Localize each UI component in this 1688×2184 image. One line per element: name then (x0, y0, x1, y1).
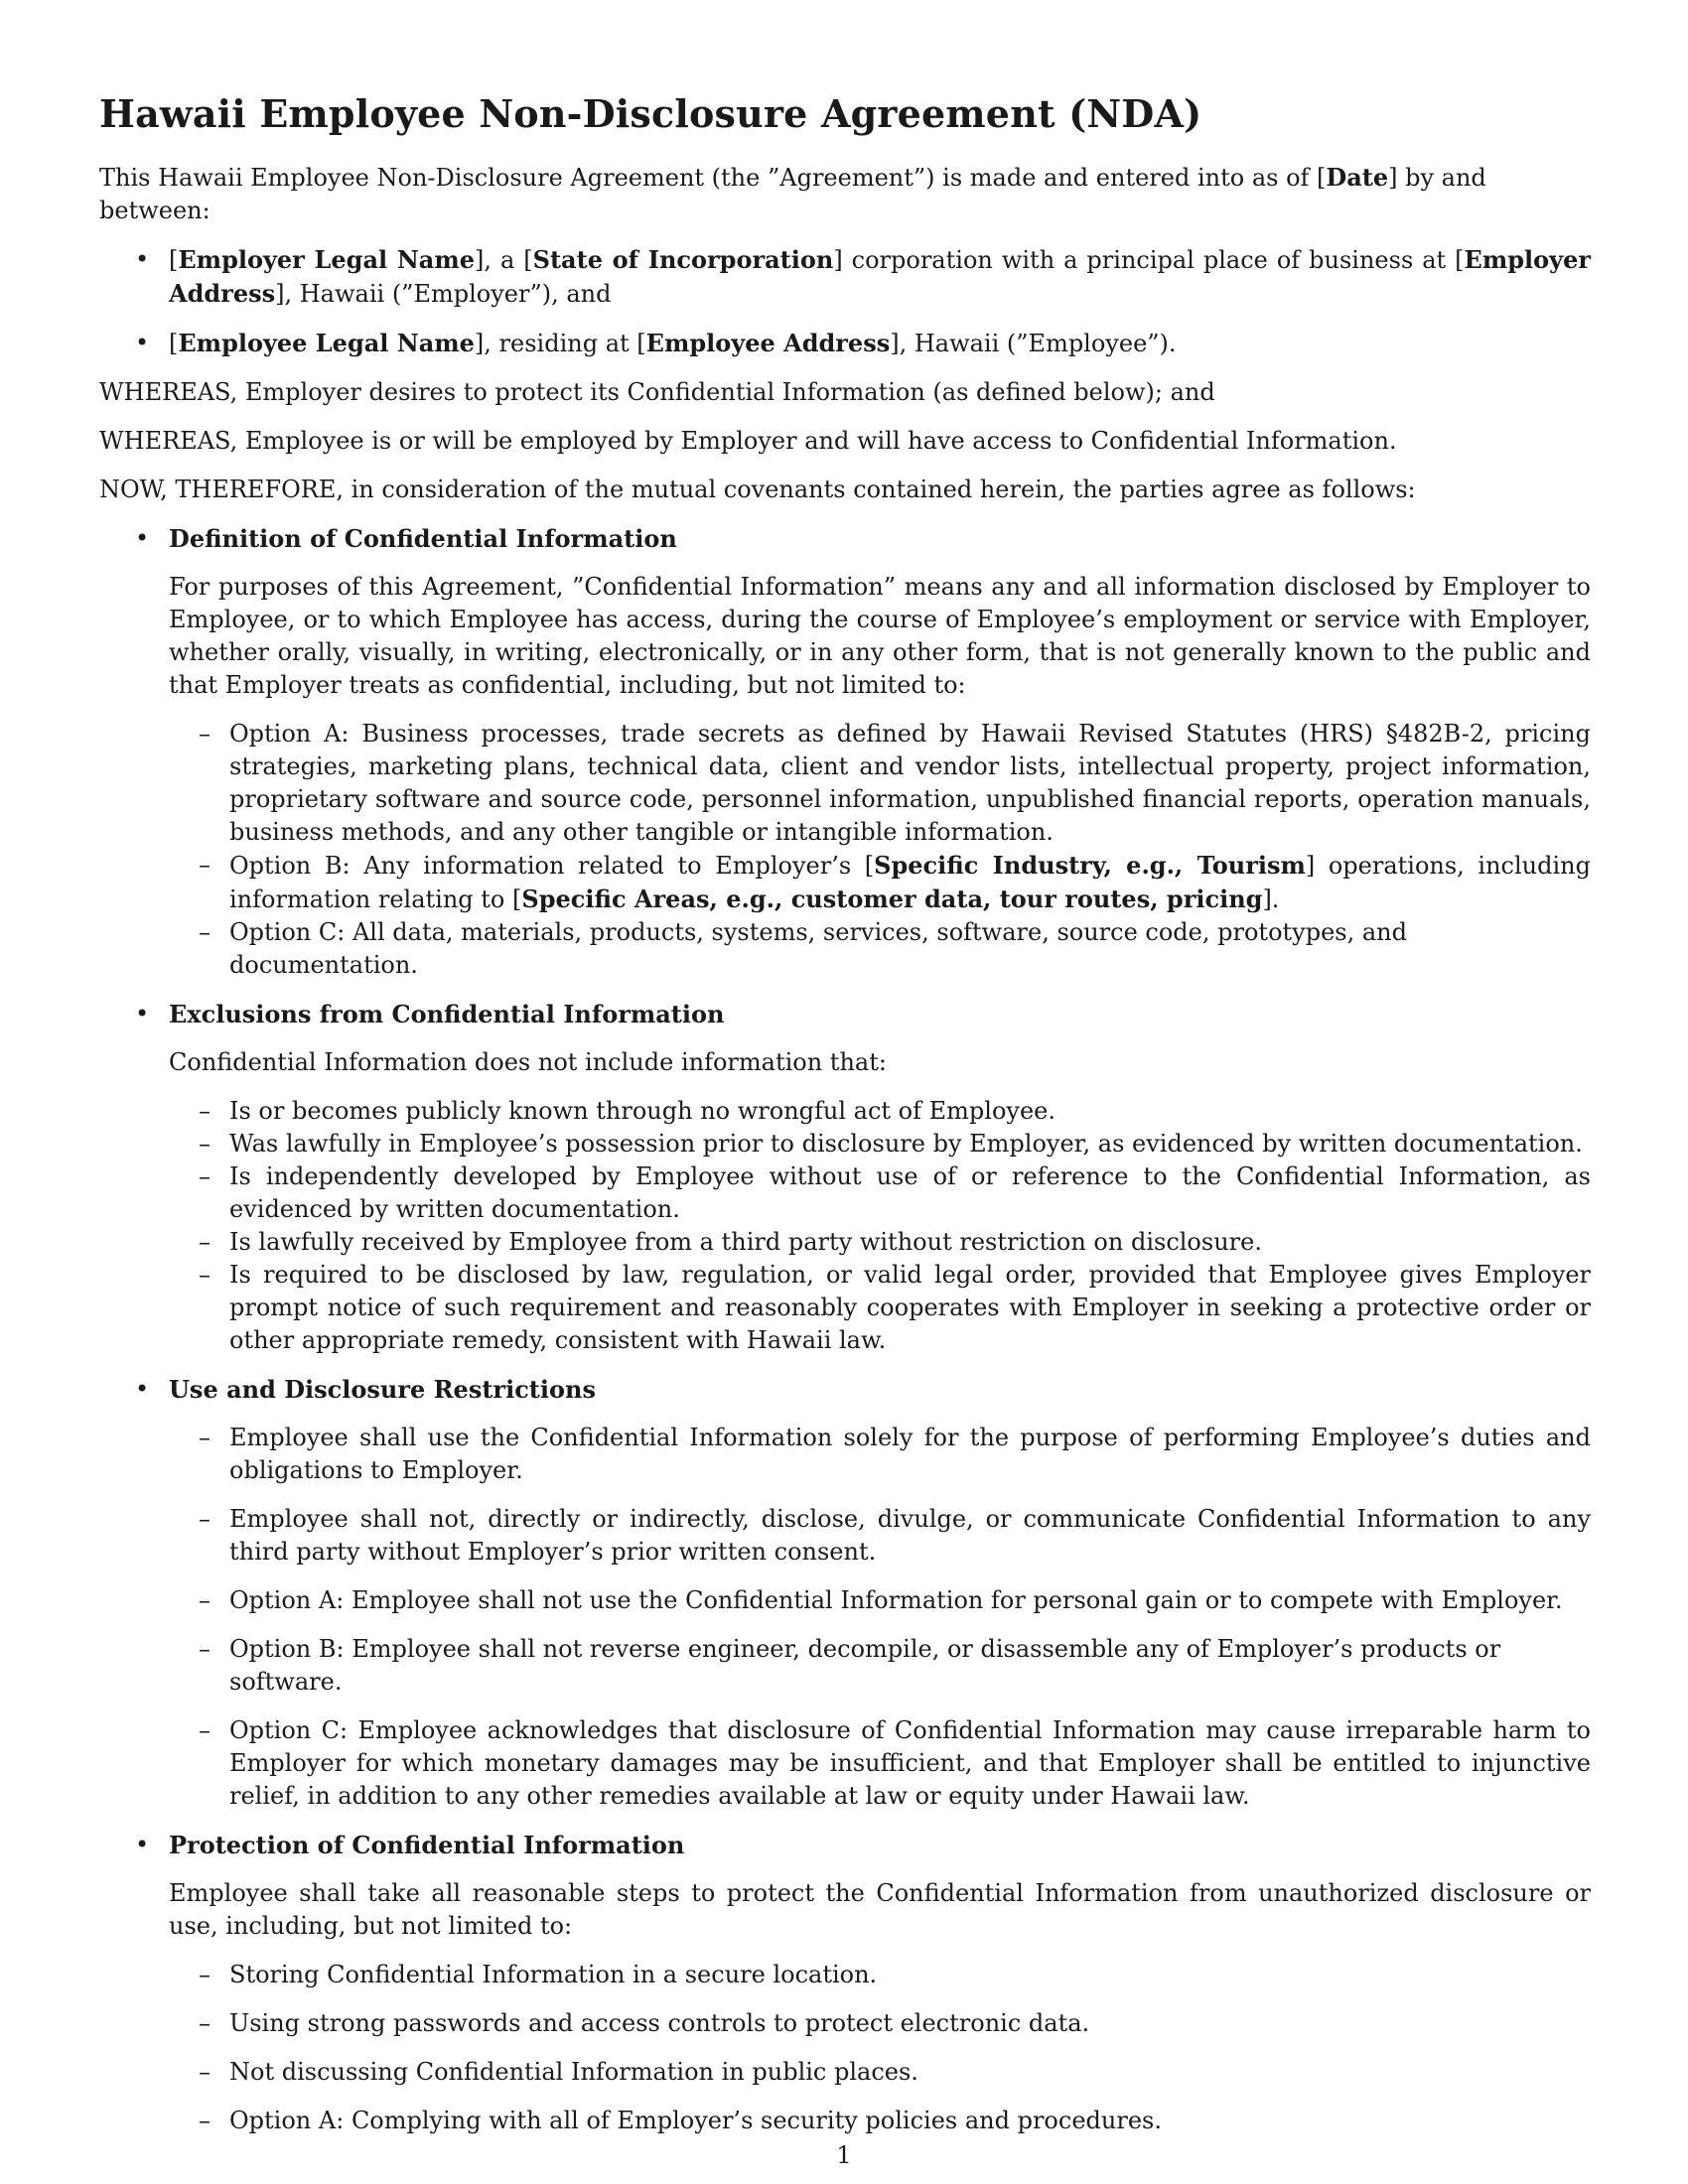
parties-list (99, 243, 1591, 360)
definition-options (169, 718, 1591, 982)
section-paragraph: Confidential Information does not include information that: (169, 1048, 887, 1076)
list-item: – Employee shall not, directly or indirectly, disclose, divulge, or communicate Confidential Information to any third party without Employer’s prior written consent. (199, 1505, 1591, 1566)
party-employer: • [Employer Legal Name], a [State of Incorporation] corporation with a principal place of business at [Employer Address], Hawaii (”Employer”), and (99, 243, 1591, 311)
page-number: 1 (836, 2141, 852, 2169)
bullet-icon: • (135, 524, 150, 552)
list-item: – Storing Confidential Information in a secure location. (199, 1961, 878, 1988)
exclusions-list (169, 1095, 1591, 1357)
list-item: – Option B: Employee shall not reverse engineer, decompile, or disassemble any of Employer’s products or software. (199, 1635, 1501, 1696)
section-title: Use and Disclosure Restrictions (169, 1375, 596, 1404)
section-paragraph: For purposes of this Agreement, ”Confidential Information” means any and all information disclosed by Employer to Employee, or to which Employee has access, during the course of Employee’s employment or service with Employer, whether orally, visually, in writing, electronically, or in any other form, that is not generally known to the public and that Employer treats as confidential, including, but not limited to: (169, 573, 1591, 699)
list-item: – Option A: Complying with all of Employer’s security policies and procedures. (199, 2107, 1162, 2134)
intro-paragraph: This Hawaii Employee Non-Disclosure Agreement (the ”Agreement”) is made and entered into as of [Date] by and between: (99, 163, 1486, 224)
list-item: – Option A: Employee shall not use the Confidential Information for personal gain or to compete with Employer. (199, 1586, 1563, 1614)
list-item: – Employee shall use the Confidential Information solely for the purpose of performing Employee’s duties and obligations to Employer. (199, 1424, 1591, 1484)
list-item: – Was lawfully in Employee’s possession prior to disclosure by Employer, as evidenced by written documentation. (199, 1130, 1583, 1158)
restrictions-list (169, 1422, 1591, 1813)
whereas-clause-2: WHEREAS, Employee is or will be employed by Employer and will have access to Confidential Information. (99, 427, 1397, 455)
bullet-icon: • (135, 1000, 150, 1027)
list-item: – Is independently developed by Employee without use of or reference to the Confidential Information, as evidenced by written documentation. (199, 1162, 1591, 1223)
party-employee: • [Employee Legal Name], residing at [Employee Address], Hawaii (”Employee”). (99, 327, 1591, 360)
section-title: Exclusions from Confidential Information (169, 1000, 725, 1028)
list-item: – Option A: Business processes, trade secrets as defined by Hawaii Revised Statutes (HRS) §482B-2, pricing strategies, marketing plans, technical data, client and vendor lists, intellectual property, project information, proprietary software and source code, personnel information, unpublished financial reports, operation manuals, business methods, and any other tangible or intangible information. (199, 720, 1591, 846)
list-item: – Not discussing Confidential Information in public places. (199, 2058, 918, 2086)
section-title: Protection of Confidential Information (169, 1831, 685, 1859)
document-body (99, 91, 1591, 2153)
section-exclusions (99, 998, 1591, 1357)
whereas-clause-1: WHEREAS, Employer desires to protect its Confidential Information (as defined below); and (99, 378, 1215, 406)
list-item: – Is lawfully received by Employee from a third party without restriction on disclosure. (199, 1228, 1262, 1256)
protection-list (169, 1959, 1591, 2137)
bullet-icon: • (135, 1831, 150, 1858)
list-item: – Option B: Any information related to Employer’s [Specific Industry, e.g., Tourism] operations, including information relating to [Specific Areas, e.g., customer data, tour routes, pricing]. (199, 851, 1591, 913)
bullet-icon: • (135, 1375, 150, 1403)
list-item: – Is or becomes publicly known through no wrongful act of Employee. (199, 1097, 1055, 1125)
document-title: Hawaii Employee Non-Disclosure Agreement (NDA) (99, 91, 1202, 136)
section-protection (99, 1829, 1591, 2137)
list-item: – Is required to be disclosed by law, regulation, or valid legal order, provided that Employee gives Employer prompt notice of such requirement and reasonably cooperates with Employer in seeking a protective order or other appropriate remedy, consistent with Hawaii law. (199, 1261, 1591, 1354)
now-therefore-clause: NOW, THEREFORE, in consideration of the mutual covenants contained herein, the parties agree as follows: (99, 476, 1416, 503)
list-item: – Option C: Employee acknowledges that disclosure of Confidential Information may cause irreparable harm to Employer for which monetary damages may be insufficient, and that Employer shall be entitled to injunctive relief, in addition to any other remedies available at law or equity under Hawaii law. (199, 1716, 1591, 1810)
list-item: – Using strong passwords and access controls to protect electronic data. (199, 2009, 1090, 2037)
section-title: Definition of Confidential Information (169, 524, 677, 553)
section-paragraph: Employee shall take all reasonable steps to protect the Confidential Information from unauthorized disclosure or use, including, but not limited to: (169, 1879, 1591, 1940)
section-use-restrictions (99, 1373, 1591, 1813)
list-item: – Option C: All data, materials, products, systems, services, software, source code, prototypes, and documentation. (199, 918, 1407, 979)
section-definition (99, 522, 1591, 982)
